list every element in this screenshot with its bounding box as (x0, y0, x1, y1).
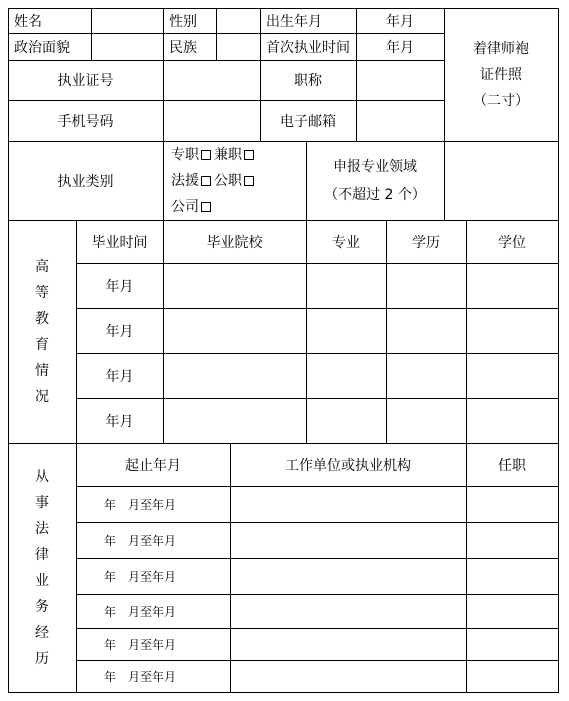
column-divider (91, 8, 92, 61)
first-practice-field[interactable]: 年月 (386, 39, 414, 56)
row-divider (8, 60, 444, 61)
column-divider (216, 8, 217, 61)
column-divider (163, 8, 164, 220)
column-divider (76, 220, 77, 692)
column-divider (466, 220, 467, 692)
row-divider (76, 558, 559, 559)
period-header: 起止年月 (125, 457, 181, 474)
row-divider (76, 398, 559, 399)
experience-period-3[interactable]: 年 月至年月 (104, 569, 177, 584)
experience-period-4[interactable]: 年 月至年月 (104, 604, 177, 619)
row-divider (76, 594, 559, 595)
position-header: 任职 (498, 457, 526, 474)
row-divider (76, 628, 559, 629)
education-date-3[interactable]: 年月 (105, 368, 134, 385)
experience-period-1[interactable]: 年 月至年月 (104, 497, 177, 512)
row-divider (76, 522, 559, 523)
political-status-label: 政治面貌 (14, 39, 70, 56)
column-divider (444, 8, 445, 220)
experience-period-5[interactable]: 年 月至年月 (104, 637, 177, 652)
photo-line-2: 证件照 (480, 66, 522, 83)
gender-field[interactable] (216, 8, 260, 33)
ethnicity-field[interactable] (216, 33, 260, 60)
row-divider (8, 33, 444, 34)
experience-period-6[interactable]: 年 月至年月 (104, 669, 177, 684)
specialty-line-2: （不超过 2 个） (324, 186, 426, 203)
column-divider (230, 443, 231, 692)
license-number-label: 执业证号 (57, 73, 114, 89)
row-divider (8, 141, 559, 142)
degree-header: 学位 (498, 234, 526, 251)
row-divider (8, 443, 559, 444)
professional-title-label: 职称 (294, 73, 322, 89)
column-divider (306, 141, 307, 220)
birth-date-field[interactable]: 年月 (386, 13, 414, 30)
name-field[interactable] (91, 8, 163, 33)
email-field[interactable] (356, 100, 444, 141)
photo-box[interactable] (444, 8, 558, 141)
political-status-field[interactable] (91, 33, 163, 60)
school-header: 毕业院校 (206, 234, 263, 251)
column-divider (356, 8, 357, 141)
table-border-left (8, 8, 9, 693)
education-date-2[interactable]: 年月 (105, 323, 134, 340)
email-label: 电子邮箱 (280, 113, 336, 130)
professional-title-field[interactable] (356, 60, 444, 100)
experience-side-label: 从 事 法 律 业 务 经 历 (35, 468, 49, 667)
gender-label: 性别 (169, 13, 197, 30)
phone-field[interactable] (163, 100, 260, 141)
education-side-label: 高 等 教 育 情 况 (35, 258, 49, 405)
legal-aid-checkbox[interactable] (201, 176, 211, 186)
option-row-1 (171, 142, 257, 168)
name-label: 姓名 (14, 13, 42, 30)
experience-period-2[interactable]: 年 月至年月 (104, 533, 177, 548)
column-divider (306, 220, 307, 443)
major-header: 专业 (332, 234, 360, 251)
row-divider (8, 220, 559, 221)
column-divider (163, 220, 164, 443)
specialty-line-1: 申报专业领域 (333, 158, 417, 175)
birth-date-label: 出生年月 (266, 13, 322, 30)
employer-header: 工作单位或执业机构 (285, 457, 411, 474)
option-row-2 (171, 168, 257, 194)
photo-line-3: （二寸） (473, 92, 529, 109)
ethnicity-label: 民族 (169, 39, 197, 56)
education-date-4[interactable]: 年月 (105, 413, 134, 430)
option-fulltime[interactable]: 专职 (171, 142, 214, 168)
public-checkbox[interactable] (244, 176, 254, 186)
practice-category-options (163, 141, 306, 220)
option-corporate[interactable]: 公司 (171, 194, 214, 220)
row-divider (76, 263, 559, 264)
table-border-right (558, 8, 559, 693)
education-level-header: 学历 (412, 234, 440, 251)
row-divider (76, 660, 559, 661)
corporate-checkbox[interactable] (201, 202, 211, 212)
specialty-field-label (306, 141, 444, 220)
row-divider (76, 486, 559, 487)
specialty-field-input[interactable] (444, 141, 558, 220)
parttime-checkbox[interactable] (244, 150, 254, 160)
table-border-bottom (8, 692, 559, 693)
phone-label: 手机号码 (57, 113, 114, 130)
column-divider (386, 220, 387, 443)
fulltime-checkbox[interactable] (201, 150, 211, 160)
row-divider (76, 353, 559, 354)
education-date-1[interactable]: 年月 (105, 278, 134, 295)
license-number-field[interactable] (163, 60, 260, 100)
option-parttime[interactable]: 兼职 (214, 142, 257, 168)
graduation-time-header: 毕业时间 (91, 234, 148, 251)
option-legal-aid[interactable]: 法援 (171, 168, 214, 194)
photo-line-1: 着律师袍 (473, 40, 529, 57)
first-practice-label: 首次执业时间 (266, 39, 350, 56)
column-divider (260, 8, 261, 141)
option-row-3 (171, 194, 214, 220)
row-divider (76, 308, 559, 309)
row-divider (8, 100, 444, 101)
practice-category-label: 执业类别 (57, 173, 114, 190)
option-public[interactable]: 公职 (214, 168, 257, 194)
